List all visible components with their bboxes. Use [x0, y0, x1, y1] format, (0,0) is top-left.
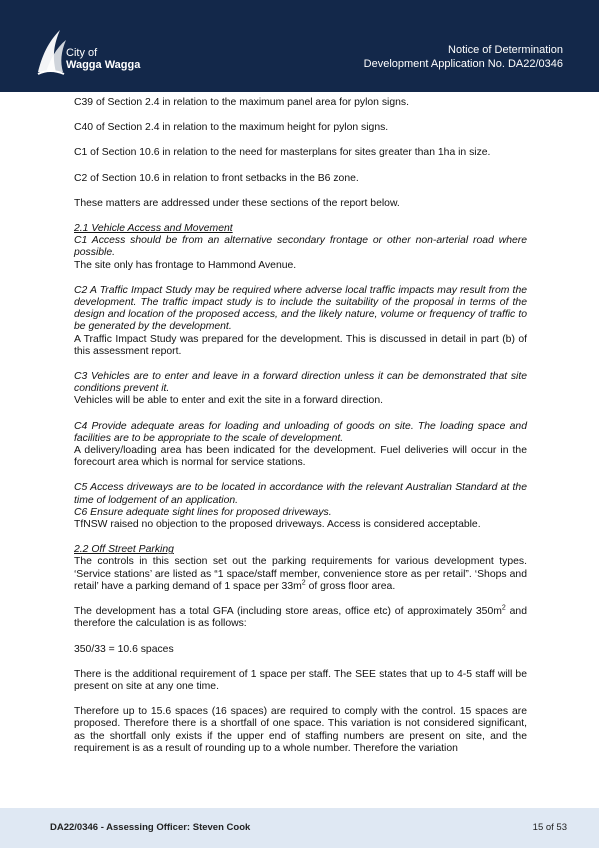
gfa-text: The development has a total GFA (including store areas, office etc) of approximately 350m: [74, 606, 502, 618]
logo-text: [66, 47, 140, 71]
page-header: [0, 0, 599, 92]
section-vehicle-access: [74, 223, 527, 272]
section-off-street-parking: [74, 544, 527, 593]
control-text: C2 A Traffic Impact Study may be required where adverse local traffic impacts may result from the development. The traffic impact study is to include the suitability of the proposal in terms of the design and location of the proposed access, and the likely nature, volume or frequency of traffic to be generated by the development.: [74, 284, 527, 333]
paragraph: C39 of Section 2.4 in relation to the maximum panel area for pylon signs.: [74, 97, 409, 108]
logo-line2: Wagga Wagga: [66, 59, 141, 71]
superscript: 2: [501, 604, 506, 612]
assessment-text: Vehicles will be able to enter and exit the site in a forward direction.: [74, 395, 384, 407]
footer-officer: DA22/0346 - Assessing Officer: Steven Cook: [50, 822, 251, 833]
assessment-text: A Traffic Impact Study was prepared for the development. This is discussed in detail in part (b) of this assessment report.: [74, 333, 527, 357]
header-title-line1: Notice of Determination: [448, 44, 563, 56]
page-number: 15 of 53: [532, 822, 567, 833]
header-title: [364, 43, 563, 71]
assessment-text: The site only has frontage to Hammond Avenue.: [74, 259, 297, 271]
paragraph: There is the additional requirement of 1 space per staff. The SEE states that up to 4-5 staff will be present on site at any one time.: [74, 668, 527, 692]
assessment-text: TfNSW raised no objection to the proposed driveways. Access is considered acceptable.: [74, 519, 481, 531]
calculation: 350/33 = 10.6 spaces: [74, 643, 174, 655]
control-c5-c6: [74, 482, 527, 531]
control-text: C6 Ensure adequate sight lines for proposed driveways.: [74, 506, 332, 518]
control-c2: [74, 285, 527, 358]
paragraph: C40 of Section 2.4 in relation to the maximum height for pylon signs.: [74, 122, 389, 134]
control-text: C5 Access driveways are to be located in accordance with the relevant Australian Standard at the time of lodgement of an application.: [74, 482, 527, 506]
gfa-text: and therefore the calculation is as follows:: [74, 606, 527, 630]
parking-text: The controls in this section set out the parking requirements for various development types. ‘Service stations’ are listed as “1 space/staff member, convenience store as per retail”. ‘Shops and retail’ have a parking demand of 1 space per 33m: [74, 556, 527, 592]
superscript: 2: [301, 579, 306, 587]
section-heading: 2.2 Off Street Parking: [74, 544, 174, 556]
paragraph: Therefore up to 15.6 spaces (16 spaces) are required to comply with the control. 15 spaces are proposed. Therefore there is a shortfall of one space. This variation is not considered significant, as the shortfall only exists if the upper end of staffing numbers are present on site, and the requirement is as a result of rounding up to a whole number. Therefore the variation: [74, 706, 527, 754]
control-text: C1 Access should be from an alternative secondary frontage or other non-arterial road where possible.: [74, 235, 527, 259]
paragraph: These matters are addressed under these sections of the report below.: [74, 197, 400, 209]
paragraph: C1 of Section 10.6 in relation to the need for masterplans for sites greater than 1ha in size.: [74, 147, 491, 159]
page-footer: [0, 808, 599, 848]
section-heading: 2.1 Vehicle Access and Movement: [74, 223, 233, 235]
control-c4: [74, 421, 527, 470]
report-body: [74, 97, 527, 768]
control-text: C4 Provide adequate areas for loading and unloading of goods on site. The loading space and facilities are to be appropriate to the scale of development.: [74, 420, 527, 444]
parking-text: of gross floor area.: [305, 580, 396, 592]
logo-line1: City of: [66, 47, 98, 59]
control-c3: [74, 371, 527, 408]
header-title-line2: Development Application No. DA22/0346: [363, 58, 563, 70]
paragraph: [74, 606, 527, 630]
paragraph: C2 of Section 10.6 in relation to front setbacks in the B6 zone.: [74, 172, 359, 184]
control-text: C3 Vehicles are to enter and leave in a forward direction unless it can be demonstrated that site conditions prevent it.: [74, 371, 527, 395]
assessment-text: A delivery/loading area has been indicated for the development. Fuel deliveries will occur in the forecourt area which is normal for service stations.: [74, 445, 527, 469]
